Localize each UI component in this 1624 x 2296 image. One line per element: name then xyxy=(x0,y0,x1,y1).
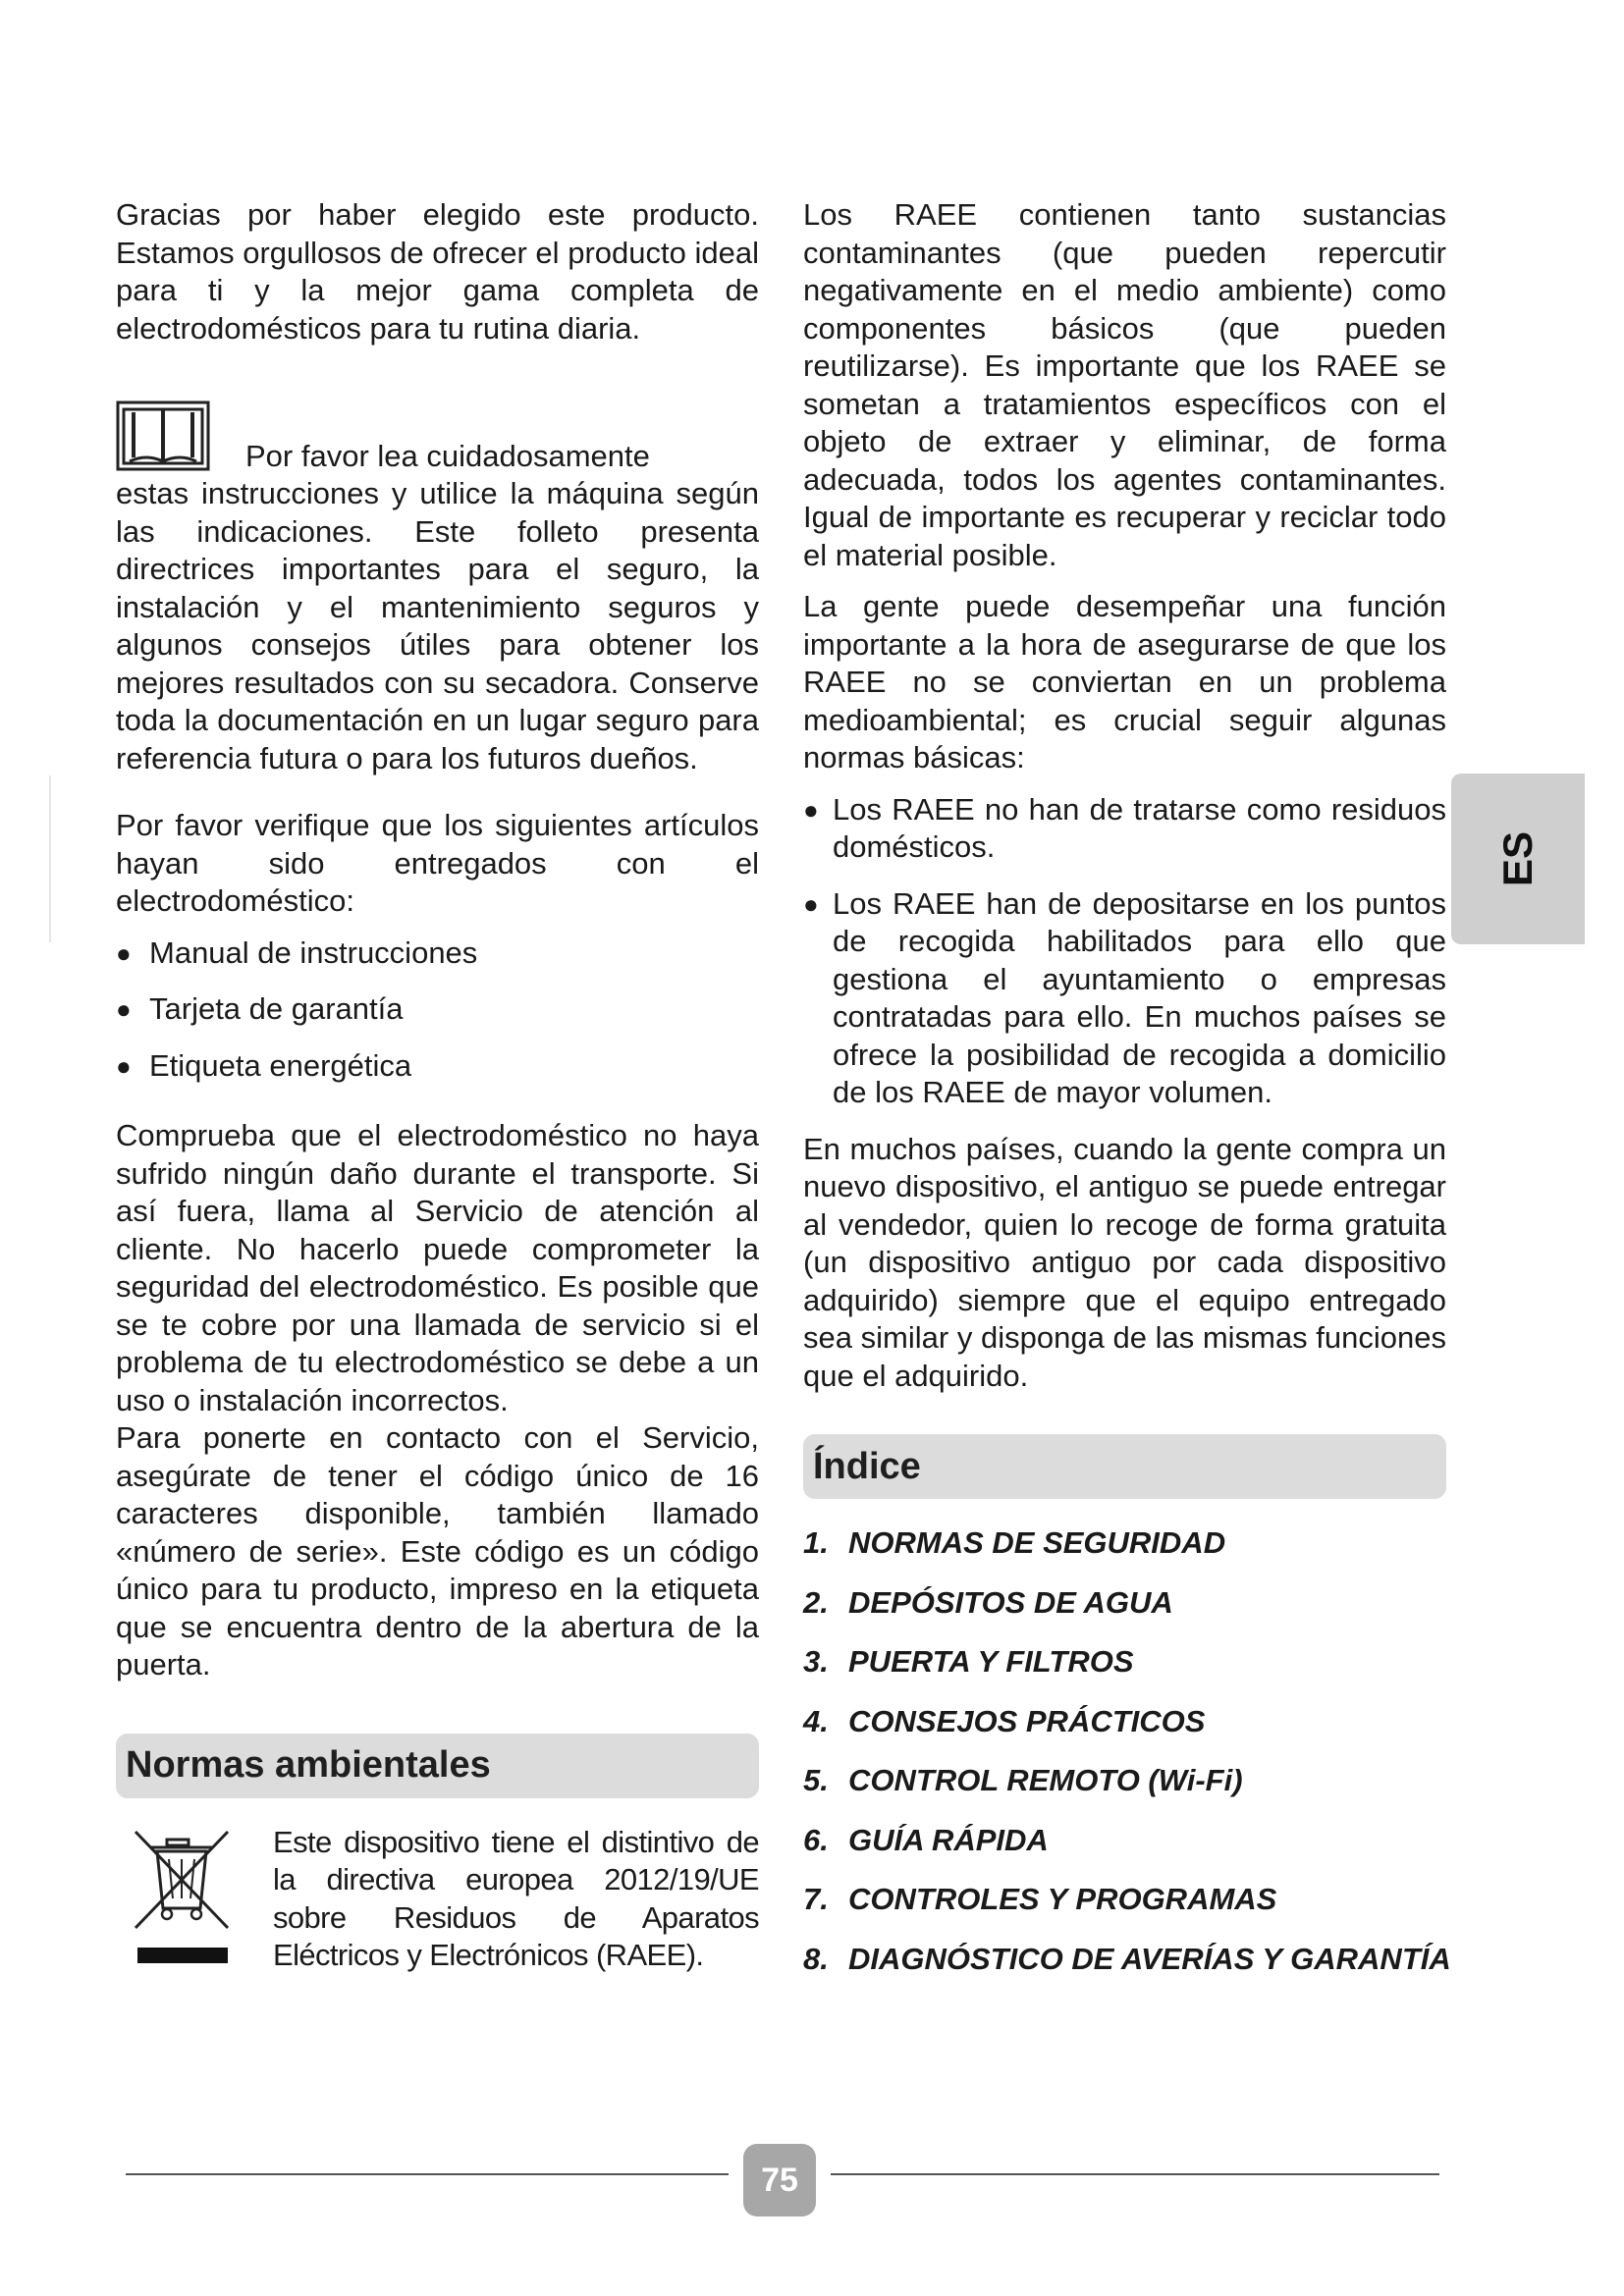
margin-mark xyxy=(49,775,51,942)
bullet-icon: ● xyxy=(116,994,132,1024)
read-notice-first-line: Por favor lea cuidadosamente xyxy=(245,438,650,473)
toc-item[interactable]: 4. CONSEJOS PRÁCTICOS xyxy=(803,1703,1206,1738)
intro-paragraph: Gracias por haber elegido este producto. Estamos orgullosos de ofrecer el producto ideal para ti y la mejor gama completa de electrodomésticos para tu rutina diaria. xyxy=(116,197,759,346)
read-notice-row xyxy=(116,400,759,475)
footer-rule-right xyxy=(831,2173,1439,2175)
env-heading: Normas ambientales xyxy=(116,1734,759,1798)
right-column xyxy=(803,196,1451,2000)
people-role-paragraph: La gente puede desempeñar una función importante a la hora de asegurarse de que los RAEE no se conviertan en un problema medioambiental; es crucial seguir algunas normas básicas: xyxy=(803,589,1446,774)
language-tab-label: ES xyxy=(1494,830,1541,887)
toc-item[interactable]: 5. CONTROL REMOTO (Wi-Fi) xyxy=(803,1763,1243,1797)
read-notice-paragraph: estas instrucciones y utilice la máquina según las indicaciones. Este folleto presenta directrices importantes para el seguro, la instalación y el mantenimiento seguros y algunos consejos útiles para obtener los mejores resultados con su secadora. Conserve toda la documentación en un lugar seguro para referencia futura o para los futuros dueños. xyxy=(116,476,759,775)
toc-item[interactable]: 3. PUERTA Y FILTROS xyxy=(803,1644,1134,1679)
list-item: ● Tarjeta de garantía xyxy=(116,990,759,1029)
toc-item[interactable]: 6. GUÍA RÁPIDA xyxy=(803,1822,1049,1857)
bullet-icon: ● xyxy=(803,794,819,825)
raee-contain-paragraph: Los RAEE contienen tanto sustancias contaminantes (que pueden repercutir negativamente en el medio ambiente) como componentes básicos (que pueden reutilizarse). Es importante que los RAEE se sometan a tratamientos específicos con el objeto de extraer y eliminar, de forma adecuada, todos los agentes contaminantes. Igual de importante es recuperar y reciclar todo el material posible. xyxy=(803,197,1446,572)
page-number: 75 xyxy=(743,2144,816,2216)
return-device-paragraph: En muchos países, cuando la gente compra un nuevo dispositivo, el antiguo se puede entregar al vendedor, quien lo recoge de forma gratuita (un dispositivo antiguo por cada dispositivo adquirido) siempre que el equipo entregado sea similar y disponga de las mismas funciones que el adquirido. xyxy=(803,1131,1446,1393)
bullet-icon: ● xyxy=(803,888,819,919)
check-damage-paragraph: Comprueba que el electrodoméstico no haya sufrido ningún daño durante el transporte. Si así fuera, llama al Servicio de atención al cliente. No hacerlo puede comprometer la seguridad del electrodoméstico. Es posible que se te cobre por una llamada de servicio si el problema de tu electrodoméstico se debe a un uso o instalación incorrectos. xyxy=(116,1118,759,1417)
language-tab[interactable] xyxy=(1451,774,1585,944)
weee-row xyxy=(116,1824,759,1975)
raee-rules-list xyxy=(803,791,1446,1112)
toc-item[interactable]: 1. NORMAS DE SEGURIDAD xyxy=(803,1525,1226,1560)
list-item: ● Manual de instrucciones xyxy=(116,934,759,973)
footer-rule-left xyxy=(126,2173,729,2175)
bullet-icon: ● xyxy=(116,1050,132,1081)
index-heading: Índice xyxy=(803,1434,1446,1499)
list-item: ● Etiqueta energética xyxy=(116,1047,759,1086)
bullet-icon: ● xyxy=(116,937,132,968)
verify-items-paragraph: Por favor verifique que los siguientes artículos hayan sido entregados con el electrodoméstico: xyxy=(116,808,759,918)
toc-item[interactable]: 2. DEPÓSITOS DE AGUA xyxy=(803,1584,1173,1620)
toc-item[interactable]: 8. DIAGNÓSTICO DE AVERÍAS Y GARANTÍA xyxy=(803,1941,1451,1976)
delivered-items-list xyxy=(116,934,759,1086)
table-of-contents xyxy=(803,1524,1451,1978)
left-column xyxy=(116,196,759,1975)
toc-item[interactable]: 7. CONTROLES Y PROGRAMAS xyxy=(803,1882,1277,1916)
list-item: ● Los RAEE no han de tratarse como residuos domésticos. xyxy=(803,791,1446,867)
weee-paragraph: Este dispositivo tiene el distintivo de la directiva europea 2012/19/UE sobre Residuos de Aparatos Eléctricos y Electrónicos (RAEE). xyxy=(273,1824,759,1972)
list-item: ● Los RAEE han de depositarse en los puntos de recogida habilitados para ello que gestiona el ayuntamiento o empresas contratadas para ello. En muchos países se ofrece la posibilidad de recogida a domicilio de los RAEE de mayor volumen. xyxy=(803,885,1446,1112)
book-icon xyxy=(116,400,210,471)
crossed-out-bin-icon xyxy=(130,1824,238,1975)
contact-service-paragraph: Para ponerte en contacto con el Servicio, asegúrate de tener el código único de 16 caracteres disponible, también llamado «número de serie». Este código es un código único para tu producto, impreso en la etiqueta que se encuentra dentro de la abertura de la puerta. xyxy=(116,1420,759,1682)
